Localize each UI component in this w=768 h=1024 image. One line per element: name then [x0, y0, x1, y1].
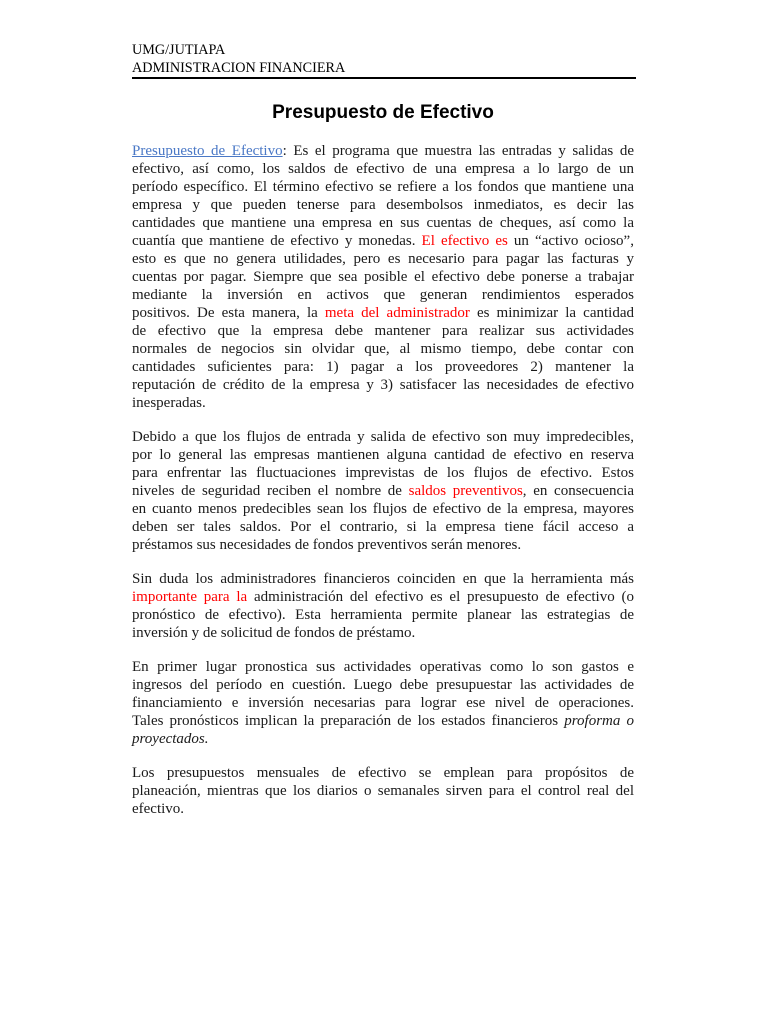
header-institution: UMG/JUTIAPA	[132, 42, 226, 58]
hyperlink[interactable]: Presupuesto de Efectivo	[132, 143, 283, 159]
paragraph	[132, 142, 634, 412]
text-line	[132, 394, 634, 412]
paragraph	[132, 428, 634, 554]
document-header	[132, 41, 636, 77]
highlighted-text: saldos preventivos	[408, 483, 523, 499]
text-line	[132, 764, 634, 782]
text-run: , en consecuencia	[522, 483, 635, 499]
text-run: Tales pronósticos implican la preparación de los estados financieros	[132, 713, 565, 729]
text-run: financiamiento e inversión necesarias para lograr ese nivel de operaciones.	[132, 695, 634, 711]
text-run: mediante la inversión en activos que generan rendimientos esperados	[132, 287, 634, 303]
text-line	[132, 178, 634, 196]
text-line	[132, 322, 634, 340]
text-run: es minimizar la cantidad	[469, 305, 634, 321]
text-line	[132, 304, 634, 322]
text-run: un “activo ocioso”,	[507, 233, 634, 249]
highlighted-text: importante para la	[132, 589, 248, 605]
text-run: : Es el programa que muestra las entradas y salidas de	[282, 143, 634, 159]
text-line	[132, 446, 634, 464]
text-line	[132, 712, 634, 730]
text-line	[132, 570, 634, 588]
text-run: efectivo.	[132, 801, 185, 817]
text-line	[132, 142, 634, 160]
text-line	[132, 730, 634, 748]
text-line	[132, 588, 634, 606]
paragraph	[132, 764, 634, 818]
text-line	[132, 482, 634, 500]
text-run: reputación de crédito de la empresa y 3) satisfacer las necesidades de efectivo	[132, 377, 634, 393]
text-line	[132, 536, 634, 554]
text-line	[132, 268, 634, 286]
paragraph	[132, 658, 634, 748]
text-line	[132, 286, 634, 304]
text-run: En primer lugar pronostica sus actividades operativas como lo son gastos e	[132, 659, 634, 675]
paragraph	[132, 570, 634, 642]
text-run: pronóstico de efectivo). Esta herramienta permite planear las estrategias de	[132, 607, 634, 623]
text-line	[132, 250, 634, 268]
document-title: Presupuesto de Efectivo	[272, 102, 494, 123]
highlighted-text: El efectivo es	[421, 233, 508, 249]
text-run: esto es que no genera utilidades, pero es necesario para pagar las facturas y	[132, 251, 634, 267]
text-line	[132, 214, 634, 232]
text-line	[132, 518, 634, 536]
text-run: inversión y de solicitud de fondos de préstamo.	[132, 625, 416, 641]
document-body	[132, 142, 634, 834]
text-run: período específico. El término efectivo se refiere a los fondos que mantiene una	[132, 179, 634, 195]
text-run: por lo general las empresas mantienen alguna cantidad de efectivo en reserva	[132, 447, 634, 463]
text-line	[132, 782, 634, 800]
text-run: cantidades que mantiene una empresa en sus cuentas de cheques, así como la	[132, 215, 634, 231]
text-line	[132, 694, 634, 712]
text-run: de efectivo que la empresa debe mantener para realizar sus actividades	[132, 323, 634, 339]
text-run: préstamos sus necesidades de fondos preventivos serán menores.	[132, 537, 522, 553]
text-run: planeación, mientras que los diarios o semanales sirven para el control real del	[132, 783, 634, 799]
text-line	[132, 624, 634, 642]
text-run: en cuanto menos predecibles sean los flujos de efectivo de la empresa, mayores	[132, 501, 634, 517]
text-line	[132, 232, 634, 250]
text-line	[132, 658, 634, 676]
text-line	[132, 428, 634, 446]
text-run: cuentas por pagar. Siempre que sea posible el efectivo debe ponerse a trabajar	[132, 269, 634, 285]
text-run: ingresos del período en cuestión. Luego debe presupuestar las actividades de	[132, 677, 634, 693]
highlighted-text: meta del administrador	[324, 305, 470, 321]
text-run: inesperadas.	[132, 395, 206, 411]
text-run: positivos. De esta manera, la	[132, 305, 325, 321]
text-run: normales de negocios sin olvidar que, al mismo tiempo, debe contar con	[132, 341, 634, 357]
text-line	[132, 500, 634, 518]
text-run: administración del efectivo es el presupuesto de efectivo (o	[247, 589, 634, 605]
text-run: Debido a que los flujos de entrada y salida de efectivo son muy impredecibles,	[132, 429, 634, 445]
text-line	[132, 606, 634, 624]
header-course: ADMINISTRACION FINANCIERA	[132, 60, 346, 76]
text-run: empresa y que pueden tenerse para desembolsos inmediatos, es decir las	[132, 197, 634, 213]
text-run: efectivo, así como, los saldos de efectivo de una empresa a lo largo de un	[132, 161, 634, 177]
text-line	[132, 464, 634, 482]
text-run: deben ser tales saldos. Por el contrario, si la empresa tiene fácil acceso a	[132, 519, 634, 535]
text-line	[132, 676, 634, 694]
italic-text: proforma o	[564, 713, 635, 729]
text-run: Los presupuestos mensuales de efectivo se emplean para propósitos de	[132, 765, 634, 781]
text-run: cuantía que mantiene de efectivo y monedas.	[132, 233, 422, 249]
text-line	[132, 196, 634, 214]
text-run: niveles de seguridad reciben el nombre de	[132, 483, 409, 499]
header-divider	[132, 77, 636, 79]
text-run: Sin duda los administradores financieros coinciden en que la herramienta más	[132, 571, 634, 587]
text-line	[132, 160, 634, 178]
text-line	[132, 376, 634, 394]
text-line	[132, 800, 634, 818]
text-run: para enfrentar las fluctuaciones imprevistas de los flujos de efectivo. Estos	[132, 465, 634, 481]
text-line	[132, 358, 634, 376]
text-line	[132, 340, 634, 358]
italic-text: proyectados.	[132, 731, 209, 747]
text-run: cantidades suficientes para: 1) pagar a los proveedores 2) mantener la	[132, 359, 634, 375]
